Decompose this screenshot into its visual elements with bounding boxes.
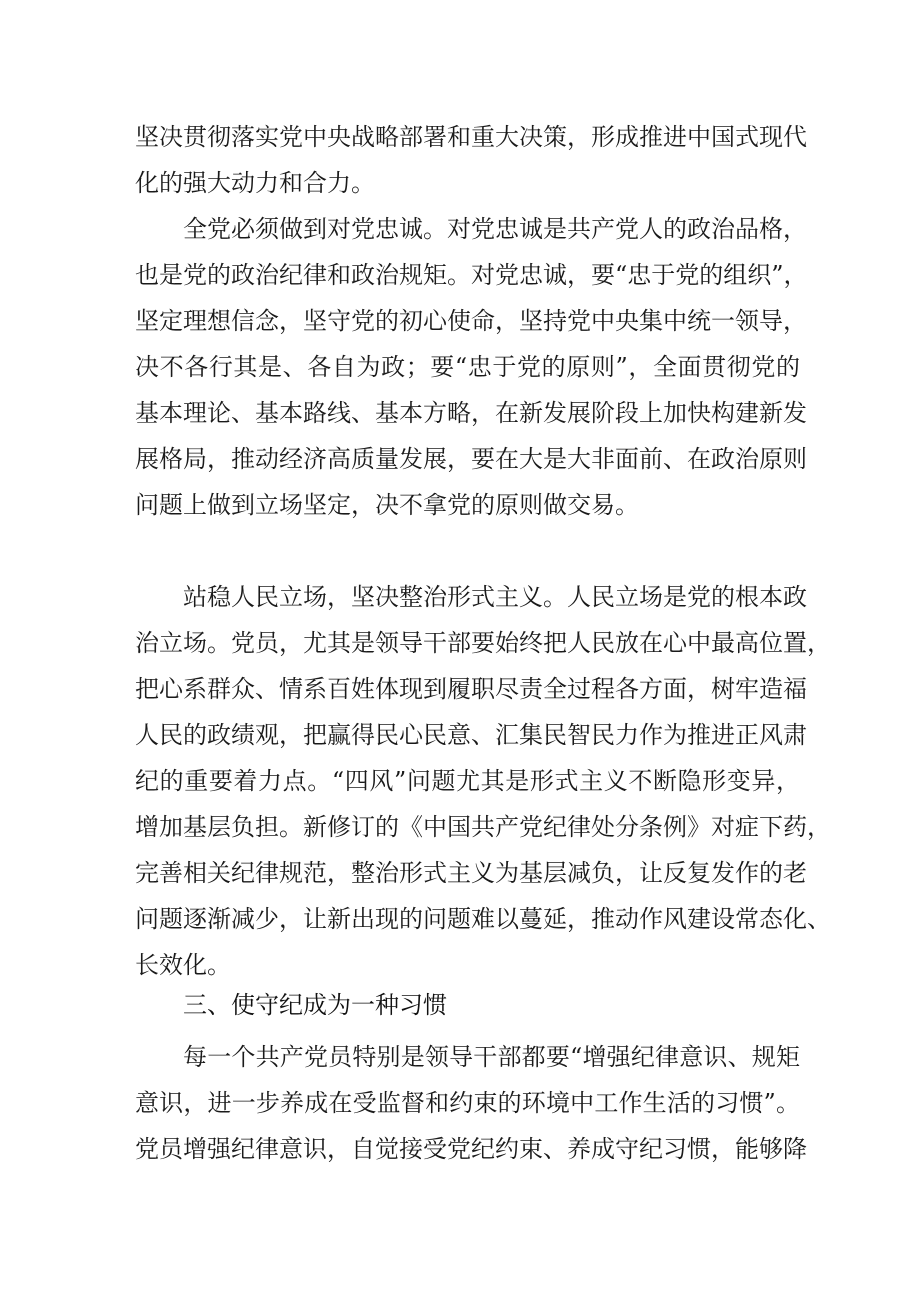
text-line: 也是党的政治纪律和政治规矩。对党忠诚，要“忠于党的组织”， xyxy=(135,261,808,289)
text-line: 站稳人民立场，坚决整治形式主义。人民立场是党的根本政 xyxy=(183,583,807,611)
text-line: 基本理论、基本路线、基本方略，在新发展阶段上加快构建新发 xyxy=(135,399,807,427)
text-line: 全党必须做到对党忠诚。对党忠诚是共产党人的政治品格， xyxy=(183,215,807,243)
text-line: 完善相关纪律规范，整治形式主义为基层减负，让反复发作的老 xyxy=(135,859,807,887)
text-line: 问题逐渐减少，让新出现的问题难以蔓延，推动作风建设常态化、 xyxy=(135,905,831,933)
text-line: 问题上做到立场坚定，决不拿党的原则做交易。 xyxy=(135,491,639,519)
text-line: 坚决贯彻落实党中央战略部署和重大决策，形成推进中国式现代 xyxy=(135,123,807,151)
text-line: 决不各行其是、各自为政；要“忠于党的原则”，全面贯彻党的 xyxy=(135,353,800,381)
text-line: 把心系群众、情系百姓体现到履职尽责全过程各方面，树牢造福 xyxy=(135,675,807,703)
text-line: 意识，进一步养成在受监督和约束的环境中工作生活的习惯”。 xyxy=(135,1089,800,1117)
text-line: 纪的重要着力点。“四风”问题尤其是形式主义不断隐形变异， xyxy=(135,767,800,795)
text-line: 增加基层负担。新修订的《中国共产党纪律处分条例》对症下药， xyxy=(135,813,831,841)
text-line: 党员增强纪律意识，自觉接受党纪约束、养成守纪习惯，能够降 xyxy=(135,1135,807,1163)
text-line: 每一个共产党员特别是领导干部都要“增强纪律意识、规矩 xyxy=(183,1043,800,1071)
text-line: 展格局，推动经济高质量发展，要在大是大非面前、在政治原则 xyxy=(135,445,807,473)
section-heading: 三、使守纪成为一种习惯 xyxy=(183,991,447,1019)
text-line: 人民的政绩观，把赢得民心民意、汇集民智民力作为推进正风肃 xyxy=(135,721,807,749)
text-line: 长效化。 xyxy=(135,951,231,979)
text-line: 治立场。党员，尤其是领导干部要始终把人民放在心中最高位置， xyxy=(135,629,831,657)
text-line: 坚定理想信念，坚守党的初心使命，坚持党中央集中统一领导， xyxy=(135,307,807,335)
text-line: 化的强大动力和合力。 xyxy=(135,169,375,197)
